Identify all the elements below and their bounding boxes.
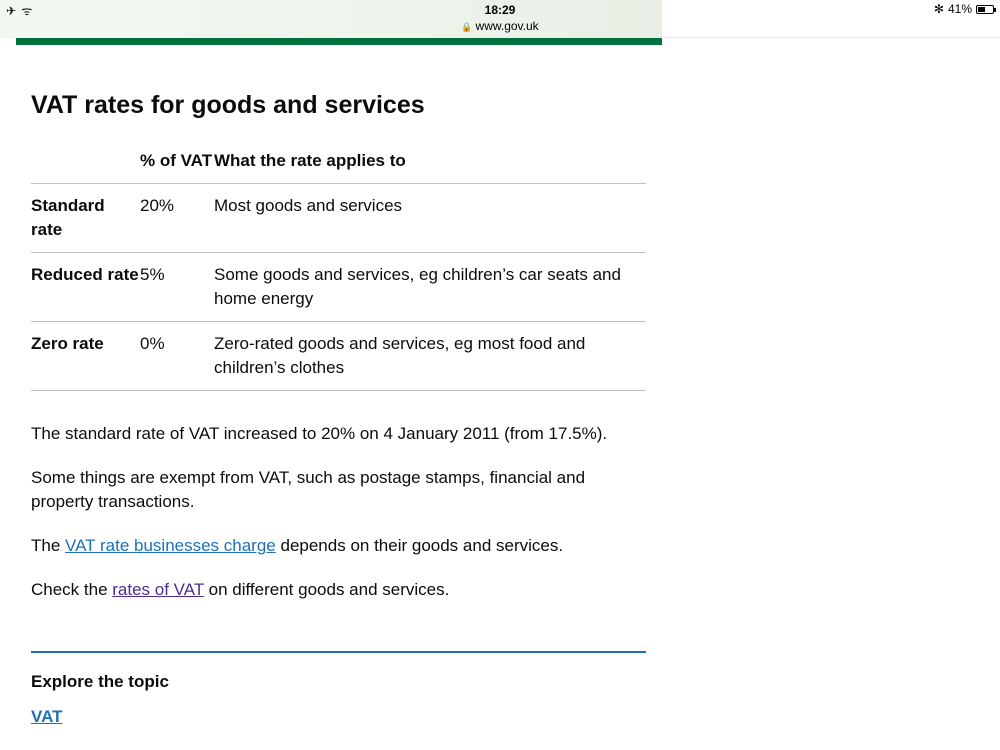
status-right <box>934 2 994 16</box>
rate-name: Reduced rate <box>31 253 140 322</box>
lock-icon: 🔒 <box>461 22 473 32</box>
vat-rate-businesses-charge-link[interactable]: VAT rate businesses charge <box>65 536 276 555</box>
table-row <box>31 322 646 391</box>
rate-name: Zero rate <box>31 322 140 391</box>
airplane-wifi-icons: ✈ ᯤ <box>6 4 34 18</box>
rate-applies: Most goods and services <box>214 184 646 253</box>
status-bar <box>0 0 1000 38</box>
rate-applies: Some goods and services, eg children’s car seats and home energy <box>214 253 646 322</box>
table-header-applies: What the rate applies to <box>214 149 646 184</box>
exempt-paragraph: Some things are exempt from VAT, such as postage stamps, financial and property transactions. <box>31 468 586 511</box>
paragraph-text: Check the <box>31 580 113 599</box>
govuk-green-bar <box>16 38 662 45</box>
paragraph-text: The <box>31 536 66 555</box>
rate-percent: 20% <box>140 184 214 253</box>
paragraph-text: on different goods and services. <box>203 580 450 599</box>
business-rate-paragraph <box>31 534 646 558</box>
main-content <box>31 45 646 729</box>
rate-applies: Zero-rated goods and services, eg most food and children’s clothes <box>214 322 646 391</box>
vat-rates-table <box>31 149 646 391</box>
standard-rate-paragraph: The standard rate of VAT increased to 20% on 4 January 2011 (from 17.5%). <box>31 424 608 443</box>
battery-icon <box>976 5 994 14</box>
bluetooth-icon: ✻ <box>933 2 944 16</box>
table-header-percent: % of VAT <box>140 149 214 184</box>
vat-topic-link[interactable]: VAT <box>31 707 63 726</box>
url-text: www.gov.uk <box>475 19 539 33</box>
rates-of-vat-link[interactable]: rates of VAT <box>112 580 204 599</box>
rate-name: Standard rate <box>31 184 140 253</box>
explore-topic-section <box>31 651 646 729</box>
address-bar[interactable] <box>0 19 1000 33</box>
page-title: VAT rates for goods and services <box>31 91 425 119</box>
battery-percent: 41% <box>947 2 972 16</box>
rate-percent: 5% <box>140 253 214 322</box>
table-header-row <box>31 149 646 184</box>
status-time: 18:29 <box>484 3 516 17</box>
table-row <box>31 184 646 253</box>
paragraph-text: depends on their goods and services. <box>275 536 564 555</box>
explore-heading: Explore the topic <box>31 672 169 691</box>
rate-percent: 0% <box>140 322 214 391</box>
check-rates-paragraph <box>31 578 646 602</box>
table-header-empty <box>31 149 140 184</box>
table-row <box>31 253 646 322</box>
